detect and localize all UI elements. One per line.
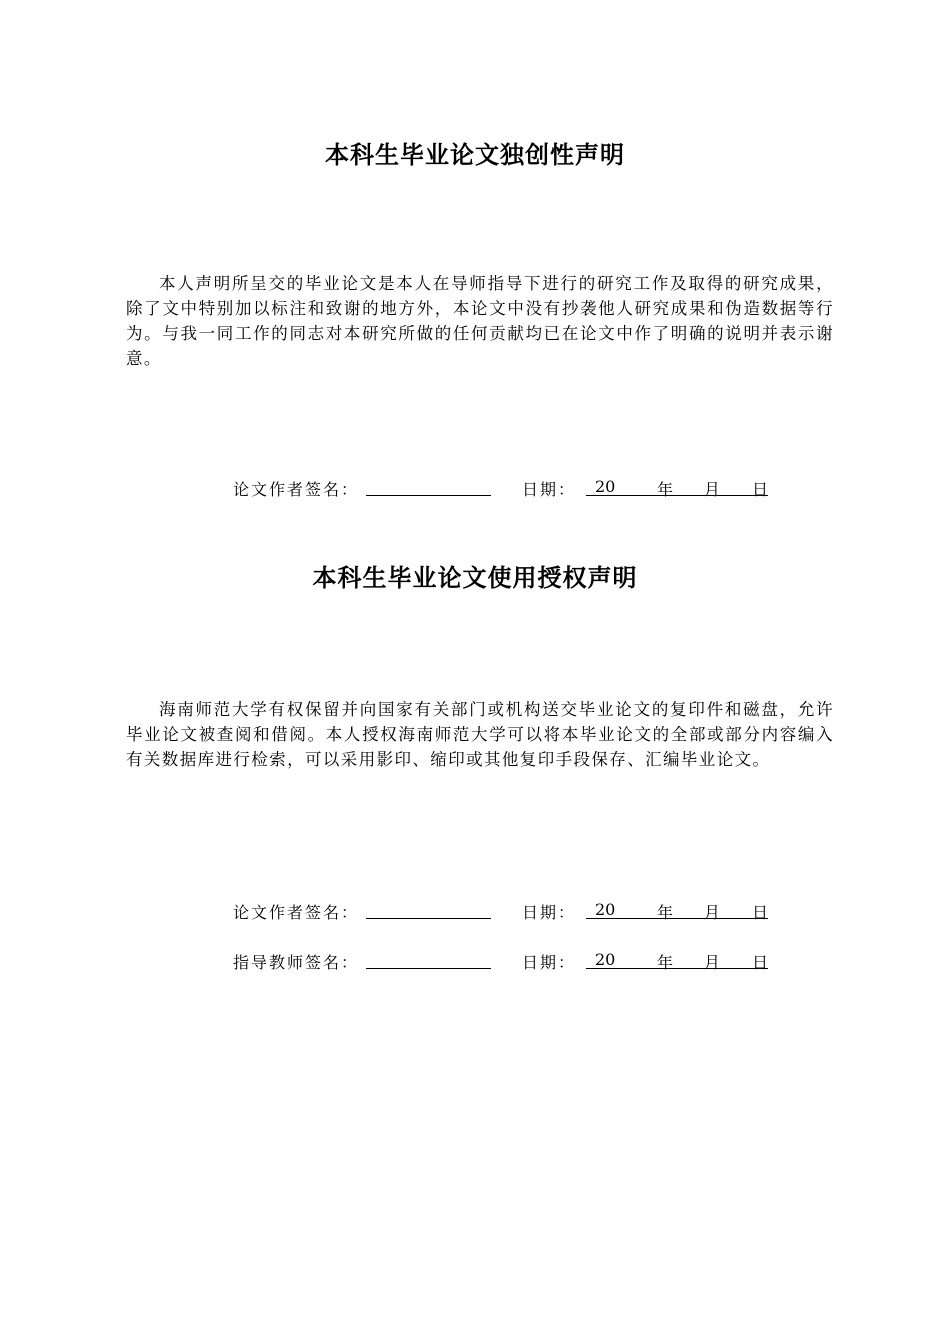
author-signature-line[interactable] <box>366 477 491 496</box>
originality-title: 本科生毕业论文独创性声明 <box>325 141 625 169</box>
author-signature-line[interactable] <box>366 900 491 919</box>
date-day-char: 日 <box>752 480 769 499</box>
date-year-prefix: 20 <box>595 477 616 496</box>
author-signature-label: 论文作者签名： <box>233 480 360 499</box>
originality-body: 本人声明所呈交的毕业论文是本人在导师指导下进行的研究工作及取得的研究成果，除了文中特别加以标注和致谢的地方外，本论文中没有抄袭他人研究成果和伪造数据等行为。与我一同工作的同志对本研究所做的任何贡献均已在论文中作了明确的说明并表示谢意。 <box>126 274 834 368</box>
date-day-char: 日 <box>752 903 769 922</box>
advisor-signature-line[interactable] <box>366 950 491 969</box>
date-label: 日期： <box>522 480 577 499</box>
advisor-signature-label: 指导教师签名： <box>233 953 360 972</box>
authorization-title: 本科生毕业论文使用授权声明 <box>312 564 638 592</box>
date-year-char: 年 <box>657 953 674 972</box>
date-year-char: 年 <box>657 903 674 922</box>
date-month-char: 月 <box>704 480 721 499</box>
date-month-char: 月 <box>704 953 721 972</box>
date-year-prefix: 20 <box>595 900 616 919</box>
author-signature-label: 论文作者签名： <box>233 903 360 922</box>
date-month-char: 月 <box>704 903 721 922</box>
date-day-char: 日 <box>752 953 769 972</box>
date-year-char: 年 <box>657 480 674 499</box>
date-year-prefix: 20 <box>595 950 616 969</box>
date-label: 日期： <box>522 953 577 972</box>
authorization-body: 海南师范大学有权保留并向国家有关部门或机构送交毕业论文的复印件和磁盘，允许毕业论文被查阅和借阅。本人授权海南师范大学可以将本毕业论文的全部或部分内容编入有关数据库进行检索，可以采用影印、缩印或其他复印手段保存、汇编毕业论文。 <box>126 700 834 769</box>
date-label: 日期： <box>522 903 577 922</box>
